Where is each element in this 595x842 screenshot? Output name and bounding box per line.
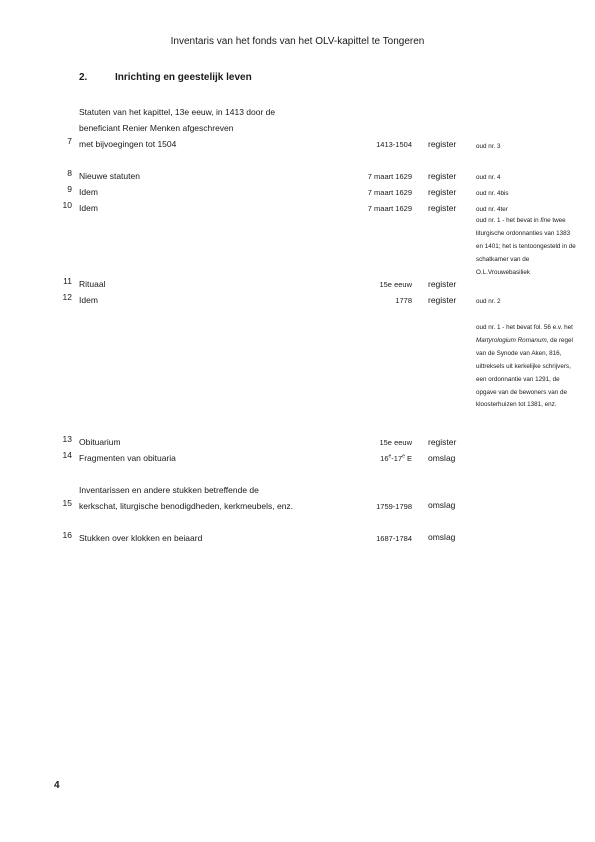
entry-date: 1759-1798 bbox=[376, 502, 412, 511]
entry-number: 13 bbox=[62, 434, 72, 444]
entry-number: 10 bbox=[62, 200, 72, 210]
entry-note: oud nr. 1 - het bevat in fine twee liturgische ordonnanties van 1383 en 1401; het is tentoongesteld in de schatkamer van de O.L.Vrouwebasiliek bbox=[476, 217, 576, 276]
entry-date: 1778 bbox=[395, 296, 412, 305]
entry-title: Rituaal bbox=[79, 279, 106, 289]
entry-date: 7 maart 1629 bbox=[367, 172, 412, 181]
entry-note: oud nr. 3 bbox=[476, 143, 501, 150]
entry-date: 7 maart 1629 bbox=[367, 188, 412, 197]
entry-date: 16e-17e E bbox=[380, 453, 412, 463]
page-number: 4 bbox=[54, 780, 60, 791]
entry-number: 16 bbox=[62, 530, 72, 540]
entry-date: 1413-1504 bbox=[376, 140, 412, 149]
entry-title: Idem bbox=[79, 295, 98, 305]
entry-title: Stukken over klokken en beiaard bbox=[79, 533, 203, 543]
entry-type: omslag bbox=[428, 532, 456, 542]
section-title: Inrichting en geestelijk leven bbox=[115, 72, 252, 83]
entry-title-line: kerkschat, liturgische benodigdheden, kerkmeubels, enz. bbox=[79, 501, 294, 511]
entry-type: omslag bbox=[428, 500, 456, 510]
entry-type: register bbox=[428, 203, 457, 213]
entry-number: 11 bbox=[63, 276, 72, 286]
entry-title-line: Inventarissen en andere stukken betreffende de bbox=[79, 485, 259, 495]
entry-note: oud nr. 4 bbox=[476, 174, 501, 181]
entry-title: Fragmenten van obituaria bbox=[79, 453, 176, 463]
section-number: 2. bbox=[79, 72, 88, 83]
entry-type: register bbox=[428, 187, 457, 197]
entry-title-line: met bijvoegingen tot 1504 bbox=[79, 139, 177, 149]
entry-note: oud nr. 1 - het bevat fol. 56 e.v. het Martyrologium Romanum, de regel van de Synode van Aken, 816, uittreksels uit kerkelijke schrijvers, een ordonnantie van 1291, de opgave van de bewoners van de kloosterhuizen tot 1381, enz. bbox=[476, 324, 573, 409]
entry-date: 15e eeuw bbox=[379, 438, 412, 447]
entry-note: oud nr. 4bis bbox=[476, 190, 509, 197]
entry-number: 8 bbox=[67, 168, 72, 178]
entry-type: register bbox=[428, 295, 457, 305]
page-header: Inventaris van het fonds van het OLV-kapittel te Tongeren bbox=[170, 36, 425, 47]
entry-title: Obituarium bbox=[79, 437, 121, 447]
entry-title-line: beneficiant Renier Menken afgeschreven bbox=[79, 123, 234, 133]
entry-number: 9 bbox=[67, 184, 72, 194]
entry-number: 12 bbox=[62, 292, 72, 302]
entry-title: Nieuwe statuten bbox=[79, 171, 140, 181]
entry-type: register bbox=[428, 139, 457, 149]
entry-type: register bbox=[428, 437, 457, 447]
entry-date: 15e eeuw bbox=[379, 280, 412, 289]
entry-number: 15 bbox=[62, 498, 72, 508]
entry-title-line: Statuten van het kapittel, 13e eeuw, in 1413 door de bbox=[79, 107, 276, 117]
entry-date: 1687-1784 bbox=[376, 534, 412, 543]
entry-number: 14 bbox=[62, 450, 72, 460]
entry-type: register bbox=[428, 171, 457, 181]
entry-title: Idem bbox=[79, 187, 98, 197]
entry-type: register bbox=[428, 279, 457, 289]
entry-note: oud nr. 2 bbox=[476, 298, 501, 305]
entry-date: 7 maart 1629 bbox=[367, 204, 412, 213]
entry-type: omslag bbox=[428, 453, 456, 463]
entry-note: oud nr. 4ter bbox=[476, 206, 508, 213]
entry-number: 7 bbox=[67, 136, 72, 146]
entry-title: Idem bbox=[79, 203, 98, 213]
